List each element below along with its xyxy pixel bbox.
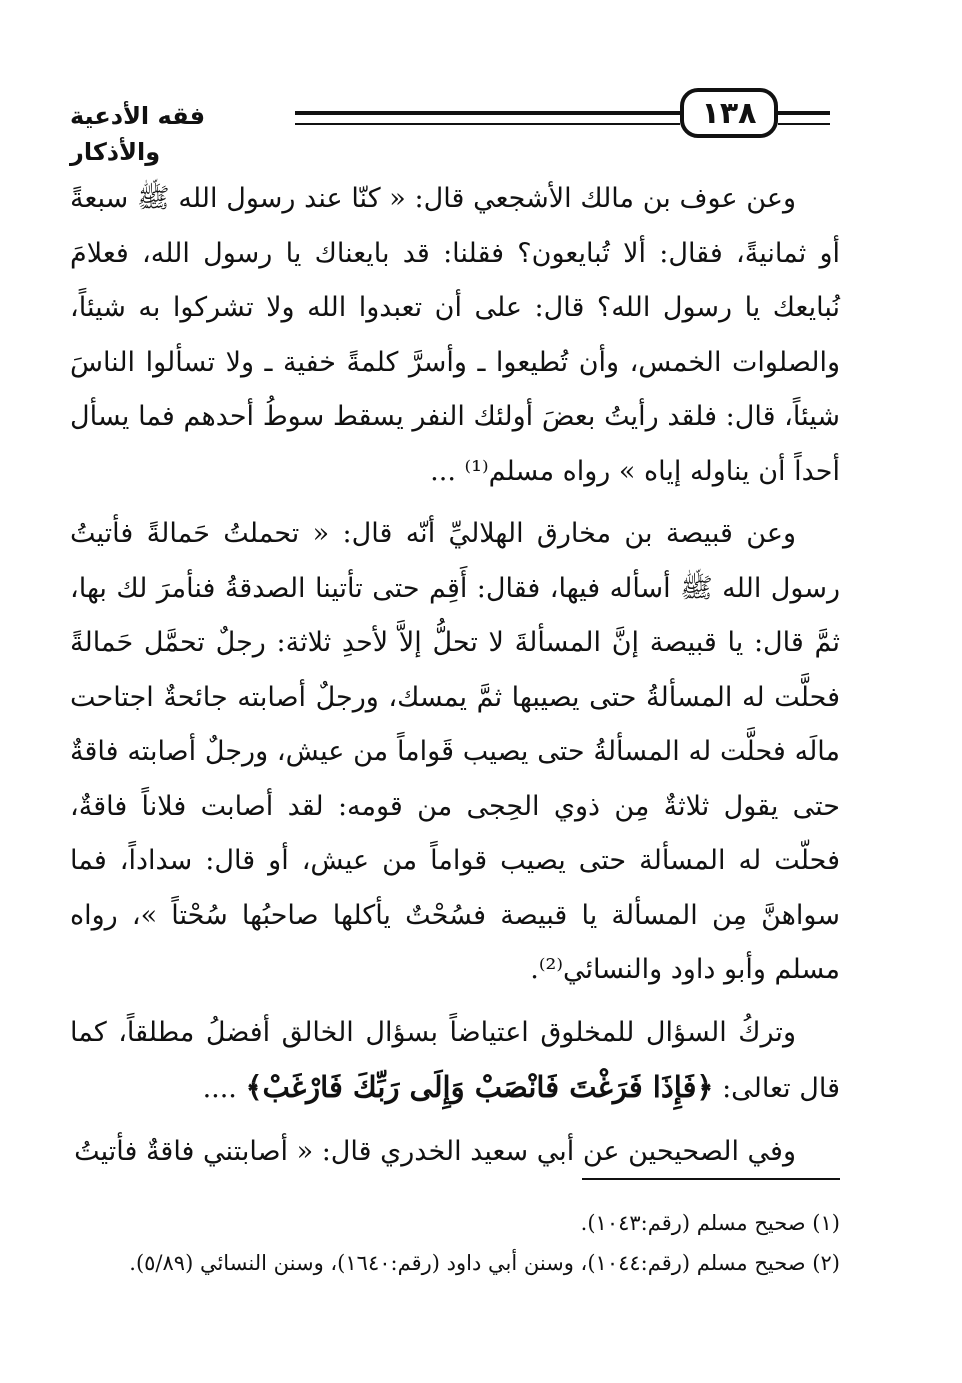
- footnote-2: (٢) صحيح مسلم (رقم:١٠٤٤)، وسنن أبي داود (رقم:١٦٤٠)، وسنن النسائي (٥/٨٩).: [129, 1251, 840, 1275]
- paragraph-leaving-asking-text: وتركُ السؤال للمخلوق اعتياضاً بسؤال الخالق أفضلُ مطلقاً، كما قال تعالى:: [70, 1016, 840, 1104]
- page-number: ١٣٨: [680, 88, 778, 138]
- footnote-1: (١) صحيح مسلم (رقم:١٠٤٣).: [580, 1211, 840, 1235]
- paragraph-leaving-asking: [70, 1006, 840, 1117]
- running-title: فقه الأدعية والأذكار: [70, 102, 206, 166]
- header-rule-left: [295, 111, 680, 125]
- paragraph-auf-bin-malik: وعن عوف بن مالك الأشجعي قال: « كنّا عند رسول الله ﷺ سبعةً أو ثمانيةً، فقال: ألا تُبايعون؟ فقلنا: قد بايعناك يا رسول الله، فعلامَ نُبايعك يا رسول الله؟ قال: على أن تعبدوا الله ولا تشركوا به شيئاً، والصلوات الخمس، وأن تُطيعوا ـ وأسرَّ كلمةً خفية ـ ولا تسألوا الناسَ شيئاً، قال: فلقد رأيتُ بعضَ أولئك النفر يسقط سوطُ أحدهم فما يسأل أحداً أن يناوله إياه » رواه مسلم⁽¹⁾ ...: [70, 183, 840, 487]
- page-header: [70, 78, 840, 166]
- verse-ellipsis: ....: [202, 1073, 237, 1104]
- footnotes: [70, 1203, 840, 1283]
- main-text: [70, 172, 840, 1187]
- paragraph-qabisa: وعن قبيصة بن مخارق الهلاليِّ أنّه قال: « تحملتُ حَمالةً فأتيتُ رسول الله ﷺ أسأله فيها، فقال: أَقِم حتى تأتينا الصدقةُ فنأمرَ لك بها، ثمَّ قال: يا قبيصة إنَّ المسألةَ لا تحلُّ إلاَّ لأحدِ ثلاثة: رجلٌ تحمَّل حَمالةً فحلَّت له المسألةُ حتى يصيبها ثمَّ يمسك، ورجلٌ أصابته جائحةٌ اجتاحت مالَه فحلَّت له المسألةُ حتى يصيب قَواماً من عيش، ورجلٌ أصابته فاقةٌ حتى يقول ثلاثةٌ مِن ذوي الحِجى من قومه: لقد أصابت فلاناً فاقةٌ، فحلّت له المسألة حتى يصيب قواماً من عيش، أو قال: سداداً، فما سواهنَّ مِن المسألة يا قبيصة فسُحْتٌ يأكلها صاحبُها سُحْتاً »، رواه مسلم وأبو داود والنسائي⁽²⁾.: [70, 518, 840, 985]
- header-rule-right: [778, 111, 830, 125]
- quran-verse: ﴿فَإِذَا فَرَغْتَ فَانْصَبْ وَإِلَى رَبِّكَ فَارْغَبْ﴾: [245, 1070, 714, 1104]
- footnote-divider: [582, 1178, 840, 1180]
- paragraph-abu-said: وفي الصحيحين عن أبي سعيد الخدري قال: « أصابتني فاقةٌ فأتيتُ: [74, 1135, 796, 1167]
